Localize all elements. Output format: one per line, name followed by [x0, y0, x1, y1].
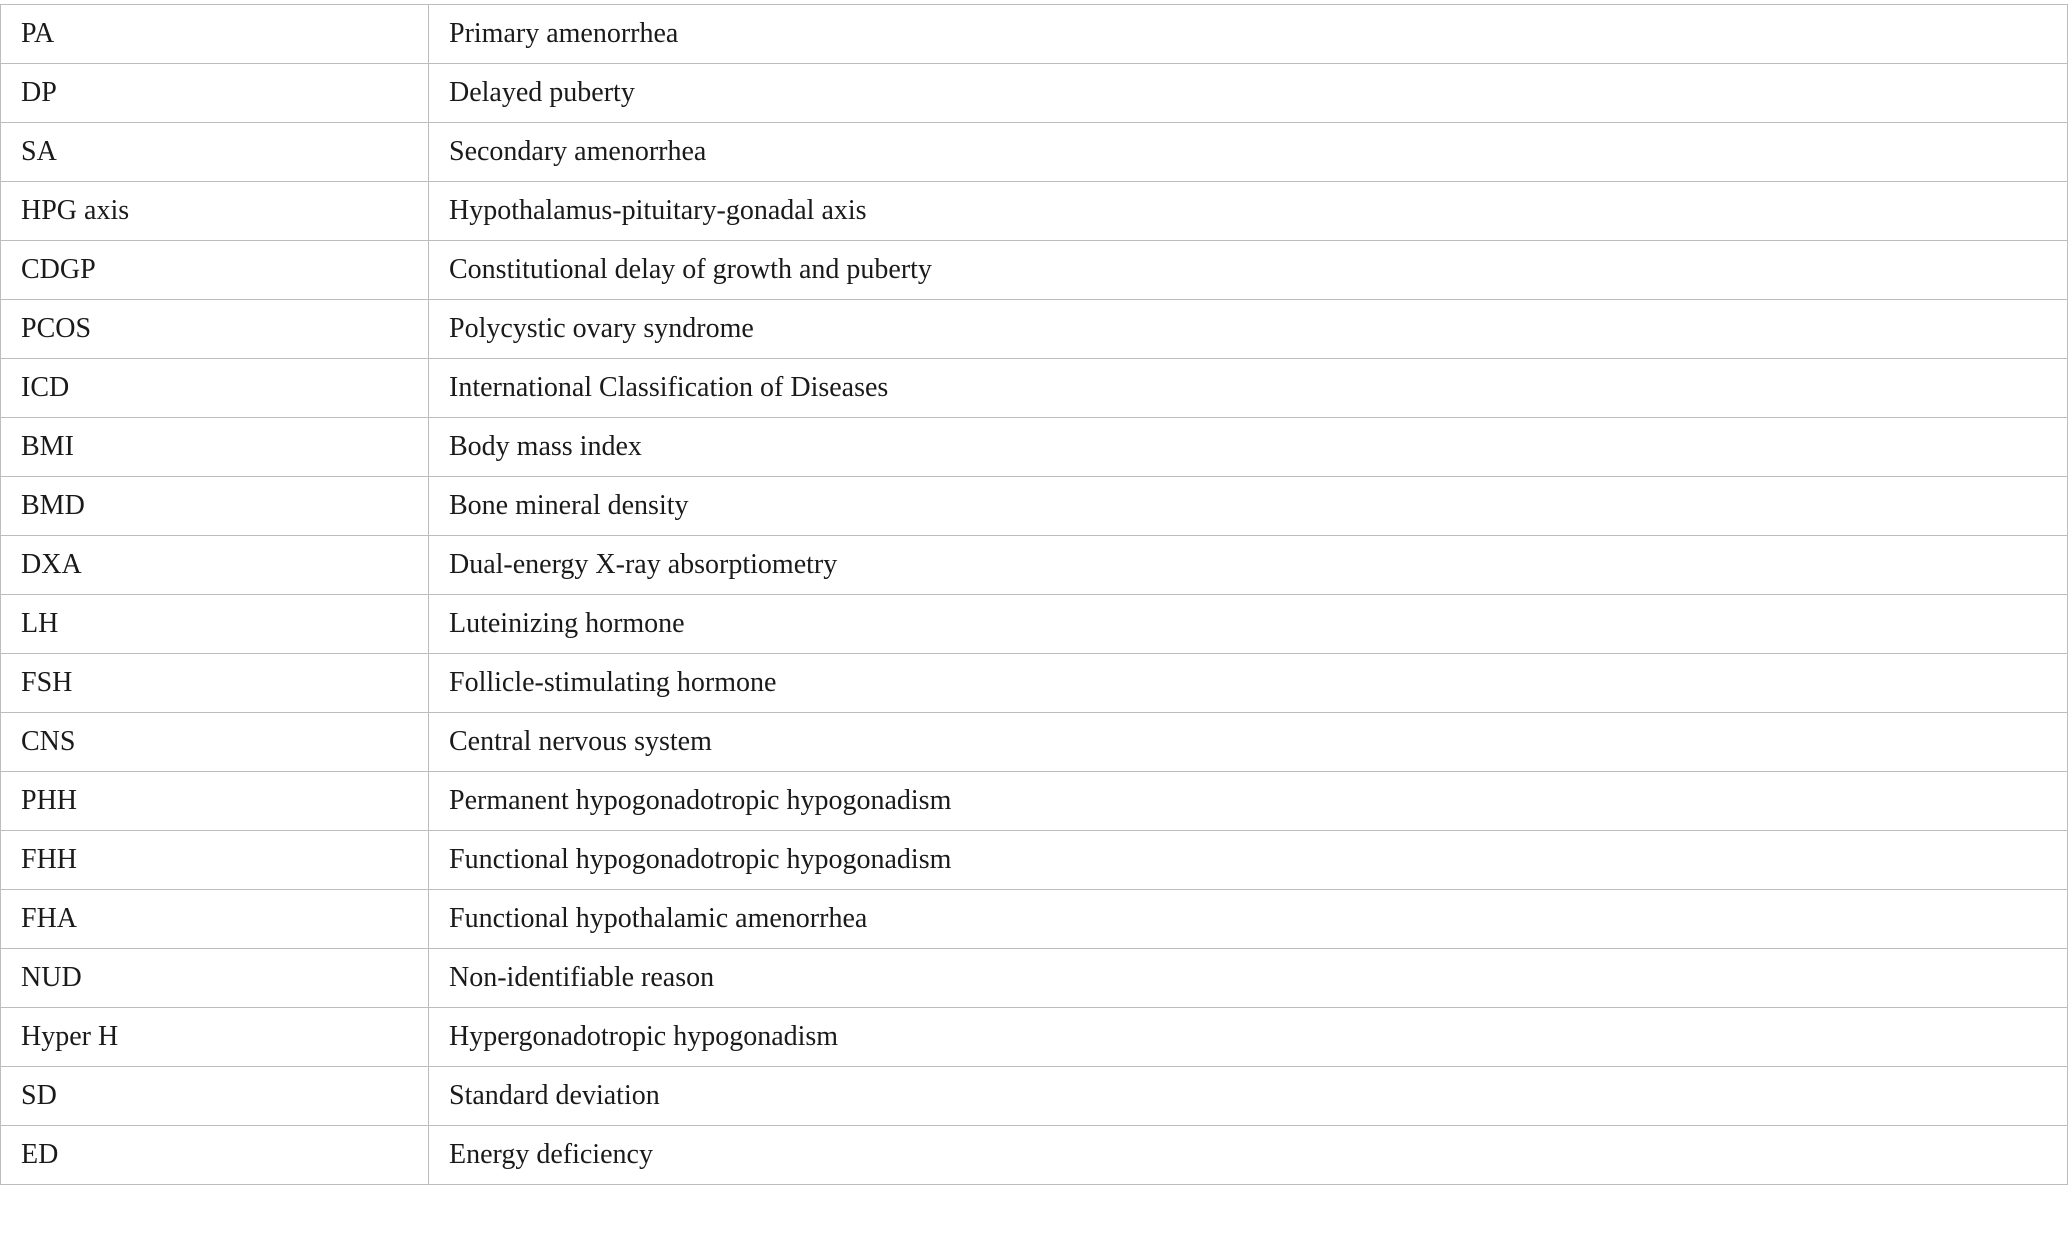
table-row: [1, 418, 2068, 477]
table-row: [1, 654, 2068, 713]
abbreviation-cell: PHH: [1, 772, 429, 831]
abbreviation-cell: FSH: [1, 654, 429, 713]
abbreviation-cell: DXA: [1, 536, 429, 595]
abbreviations-table-container: [0, 4, 2068, 1185]
table-row: [1, 64, 2068, 123]
abbreviation-cell: FHH: [1, 831, 429, 890]
abbreviation-cell: ICD: [1, 359, 429, 418]
definition-cell: Standard deviation: [429, 1067, 2068, 1126]
table-row: [1, 949, 2068, 1008]
abbreviation-cell: PA: [1, 5, 429, 64]
abbreviations-table: [0, 4, 2068, 1185]
definition-cell: International Classification of Diseases: [429, 359, 2068, 418]
table-row: [1, 5, 2068, 64]
table-body: [1, 5, 2068, 1185]
table-row: [1, 890, 2068, 949]
abbreviation-cell: BMD: [1, 477, 429, 536]
definition-cell: Primary amenorrhea: [429, 5, 2068, 64]
table-row: [1, 1126, 2068, 1185]
abbreviation-cell: SD: [1, 1067, 429, 1126]
definition-cell: Dual-energy X-ray absorptiometry: [429, 536, 2068, 595]
table-row: [1, 831, 2068, 890]
table-row: [1, 123, 2068, 182]
abbreviation-cell: DP: [1, 64, 429, 123]
table-row: [1, 1067, 2068, 1126]
definition-cell: Body mass index: [429, 418, 2068, 477]
definition-cell: Delayed puberty: [429, 64, 2068, 123]
abbreviation-cell: HPG axis: [1, 182, 429, 241]
definition-cell: Non-identifiable reason: [429, 949, 2068, 1008]
definition-cell: Permanent hypogonadotropic hypogonadism: [429, 772, 2068, 831]
definition-cell: Functional hypogonadotropic hypogonadism: [429, 831, 2068, 890]
abbreviation-cell: FHA: [1, 890, 429, 949]
abbreviation-cell: CDGP: [1, 241, 429, 300]
table-row: [1, 182, 2068, 241]
definition-cell: Polycystic ovary syndrome: [429, 300, 2068, 359]
table-row: [1, 1008, 2068, 1067]
definition-cell: Hypergonadotropic hypogonadism: [429, 1008, 2068, 1067]
table-row: [1, 536, 2068, 595]
abbreviation-cell: PCOS: [1, 300, 429, 359]
definition-cell: Secondary amenorrhea: [429, 123, 2068, 182]
abbreviation-cell: LH: [1, 595, 429, 654]
table-row: [1, 477, 2068, 536]
abbreviation-cell: CNS: [1, 713, 429, 772]
table-row: [1, 772, 2068, 831]
abbreviation-cell: Hyper H: [1, 1008, 429, 1067]
table-row: [1, 713, 2068, 772]
table-row: [1, 300, 2068, 359]
definition-cell: Hypothalamus-pituitary-gonadal axis: [429, 182, 2068, 241]
table-row: [1, 595, 2068, 654]
table-row: [1, 359, 2068, 418]
definition-cell: Central nervous system: [429, 713, 2068, 772]
definition-cell: Luteinizing hormone: [429, 595, 2068, 654]
definition-cell: Bone mineral density: [429, 477, 2068, 536]
definition-cell: Constitutional delay of growth and puberty: [429, 241, 2068, 300]
abbreviation-cell: SA: [1, 123, 429, 182]
table-row: [1, 241, 2068, 300]
definition-cell: Functional hypothalamic amenorrhea: [429, 890, 2068, 949]
abbreviation-cell: BMI: [1, 418, 429, 477]
abbreviation-cell: NUD: [1, 949, 429, 1008]
definition-cell: Energy deficiency: [429, 1126, 2068, 1185]
definition-cell: Follicle-stimulating hormone: [429, 654, 2068, 713]
abbreviation-cell: ED: [1, 1126, 429, 1185]
